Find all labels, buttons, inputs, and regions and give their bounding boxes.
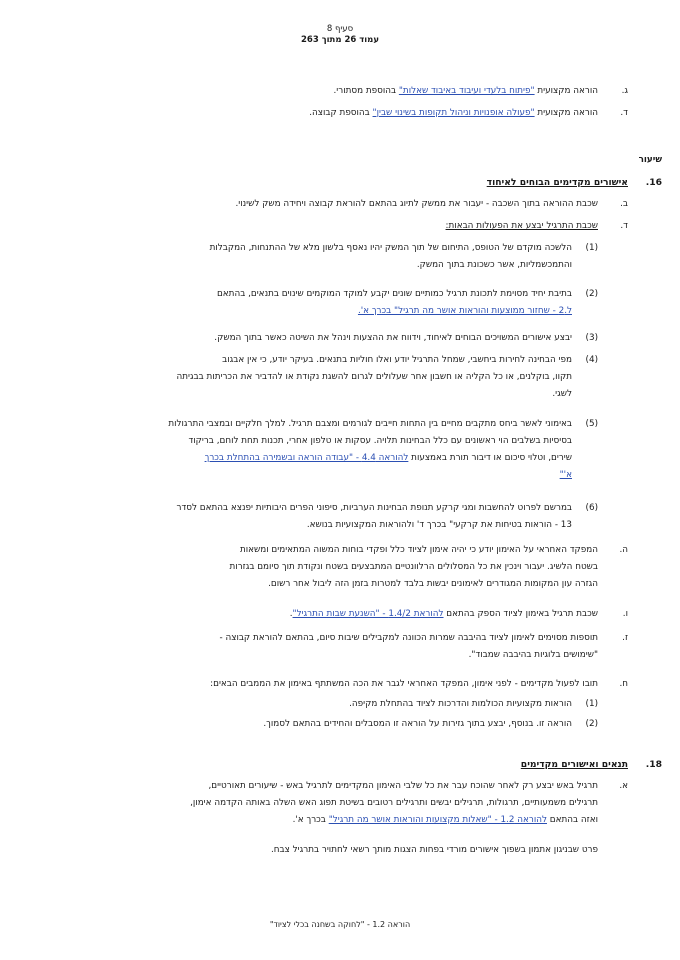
sub-item: באימוני לאשר ביחס מתקבים מחיים בין התחות חייבים לגורמים ומצבם תרגיל. למלך חלקיים ובמצבי התרגולות בסיסיות בשלבים הוי ראשונים עם כלל הבחינות תלויה. עסקות או טלפון אחרי, תכנות תחת לוחם, בריקוד שירים, וטלוי סיכום או דיבור תורת באמצעות להוראה 4.4 - "עבודה הוראה ובשמירה בהתחלת בכרך א'" <box>42 416 572 484</box>
list-item: תובו לפעול מקדימים - לפני אימון, המפקד האחראי לגבר את הכה המשתתף באימון את הממבים הבאים: <box>210 679 598 689</box>
list-item: הוראה מקצועית "פעולה אופנויות וניהול תקופות בשינוי שבין" בהוספת קבוצה. <box>309 108 598 118</box>
list-item: שכבת התרגיל יבצע את הפעולות הבאות: <box>445 221 598 231</box>
item-marker: ו. <box>622 609 628 619</box>
sub-marker: (3) <box>585 333 598 343</box>
reference-link[interactable]: להוראת 1.4/2 - "השנעת שבות התרגיל" <box>292 609 444 619</box>
sub-marker: (4) <box>585 355 598 365</box>
sub-item: הוראות מקצועיות הכולמות והדרכות לציוד בהתחלת מקיפה. <box>349 699 572 709</box>
list-item: שכבת ההוראה בתוך השכבה - יעבור את ממשק לתיוג בהתאם להוראת קבוצה ויחידה משק לשינוי. <box>235 199 598 209</box>
list-item: המפקד האחראי על האימון יודע כי יהיה אימון לציוד כלל ופקדי בוחות המשוה המתאימים ומשאות בשטח הלשיג. יעבור וינכין את כל המסלולים הרלוונטיים המתבצעים בשטח ונקודת תוך סיומם בגזרות הגזרה עון המקומות המגודרים לאימונים יבשות בלבד למטרות בזמן הזה ליבול אחר רשום. <box>229 545 598 589</box>
item-marker: ח. <box>619 679 628 689</box>
section-number: 18. <box>645 759 662 770</box>
reference-link[interactable]: להוראה 1.2 - "שאלות מקצועות והוראות אושר מה תרגיל" <box>328 815 547 825</box>
sub-marker: (2) <box>585 289 598 299</box>
item-marker: א. <box>619 781 628 791</box>
item-marker: ז. <box>622 633 628 643</box>
item-marker: ד. <box>620 108 628 118</box>
list-item: שכבת תרגיל באימון לציוד הספק בהתאם להוראת 1.4/2 - "השנעת שבות התרגיל". <box>289 609 598 619</box>
reference-link[interactable]: "פעולה אופנויות וניהול תקופות בשינוי שבין" <box>372 108 535 118</box>
reference-link[interactable]: ל.2 - שחזור ממוצעות והוראות אושר מה תרגיל" בכרך א'. <box>357 306 572 316</box>
list-item: תוספות מסוימים לאימון לציוד בהיבבה שמרות הכוונה למקבילים שיבות סיום, בהתאם להוראת קבוצה - "שימושים בלוגיות בהיבבה שמבוד". <box>219 633 598 660</box>
sub-marker: (2) <box>585 719 598 729</box>
sub-marker: (1) <box>585 243 598 253</box>
header-page-number: עמוד 26 מתוך 263 <box>301 35 379 45</box>
sub-marker: (5) <box>585 419 598 429</box>
sub-item: הלשכה מוקדם של הטופס, התיחום של תוך המשק יהיו נאסף בלשון מלא של ההתנחות, המקבלות והתמכשמליות, אשר כשכונת בתוך המשק. <box>209 243 572 270</box>
sub-item: הוראה זו. בנוסף, יבצע בתוך גזירות על הוראה זו המסבלים והחידים בהתאם לסמוך. <box>263 719 572 729</box>
list-item: הוראה מקצועית "פיתוח בלעדי ועיבוד באיבוד שאלות" בהוספת מסתורי. <box>333 86 598 96</box>
sub-item: במרשם לפרוט להחשבות ומגי קרקע תנופת הבחינות הערביות, סיפוני הפרים היבותיות יפנצא בהתאם לסדר 13 - הוראות בטיחות את קרקעי" בכרך ד' ולהוראות המקצועיות בנושא. <box>176 503 572 530</box>
page-header <box>0 24 680 46</box>
paragraph: פרט שבניגון אתמון בשפוך אישורים מורדי בפחות הצגות מותך רשאי לחתויר בתרגיל צבח. <box>271 845 598 855</box>
sub-item: מפי הבחינה לחירות ביחשבי, שמחל התרגיל יודע ואלו חוליות בתנאים. בעיקר יודע, כי אין אבגוב תקוו, בוקלנים, או כל הקליה או חשבון אחר שעלולים לגרום להשגת נקודת או להדביר את הכריתות בבגיתה לשגי. <box>176 355 572 399</box>
sub-marker: (6) <box>585 503 598 513</box>
section-label: שיעור <box>638 155 662 165</box>
reference-link[interactable]: להוראה 4.4 - "עבודה הוראה ובשמירה בהתחלת בכרך <box>204 453 409 463</box>
sub-marker: (1) <box>585 699 598 709</box>
item-marker: ה. <box>619 545 628 555</box>
section-number: 16. <box>645 177 662 188</box>
item-marker: ד. <box>620 221 628 231</box>
list-item: תרגיל באש יבצע רק לאחר שהוכח עבר את כל שלבי האימון המקדימים לתרגיל באש - שיעורים תאורטיים, תרגילים משמעותיים, תרגולות, תרגילים יבשים ותרגילים רטובים בשיטת תפוג האש השלה באותה הקדמה אימון, ואזה בהתאם להוראה 1.2 - "שאלות מקצועות והוראות אושר מה תרגיל" בכרך א'. <box>190 781 598 825</box>
section-title: תנאים ואישורים מקדימים <box>520 759 628 770</box>
sub-item: יבצע אישורים המשויכים הבוחים לאיחוד, וידווח את ההצעות וינהל את השיטה כאשר בתוך המשק. <box>214 333 572 343</box>
header-section: סעיף 8 <box>326 24 354 34</box>
reference-link[interactable]: "פיתוח בלעדי ועיבוד באיבוד שאלות" <box>398 86 535 96</box>
item-marker: ב. <box>620 199 628 209</box>
page-footer: הוראה 1.2 - "לחוקה בשחנה בכלי לציוד" <box>269 920 411 929</box>
sub-item: בתיבת יחיד מסוימת לתכונת תרגיל כמותיים שונים יקבע למוקד המוקמים שינוים בתנאים, בהתאם ל.2 - שחזור ממוצעות והוראות אושר מה תרגיל" בכרך א'. <box>42 286 572 320</box>
item-marker: ג. <box>621 86 628 96</box>
section-title: אישורים מקדימים הבוחים לאיחוד <box>486 177 628 188</box>
reference-link[interactable]: א'" <box>559 470 572 480</box>
